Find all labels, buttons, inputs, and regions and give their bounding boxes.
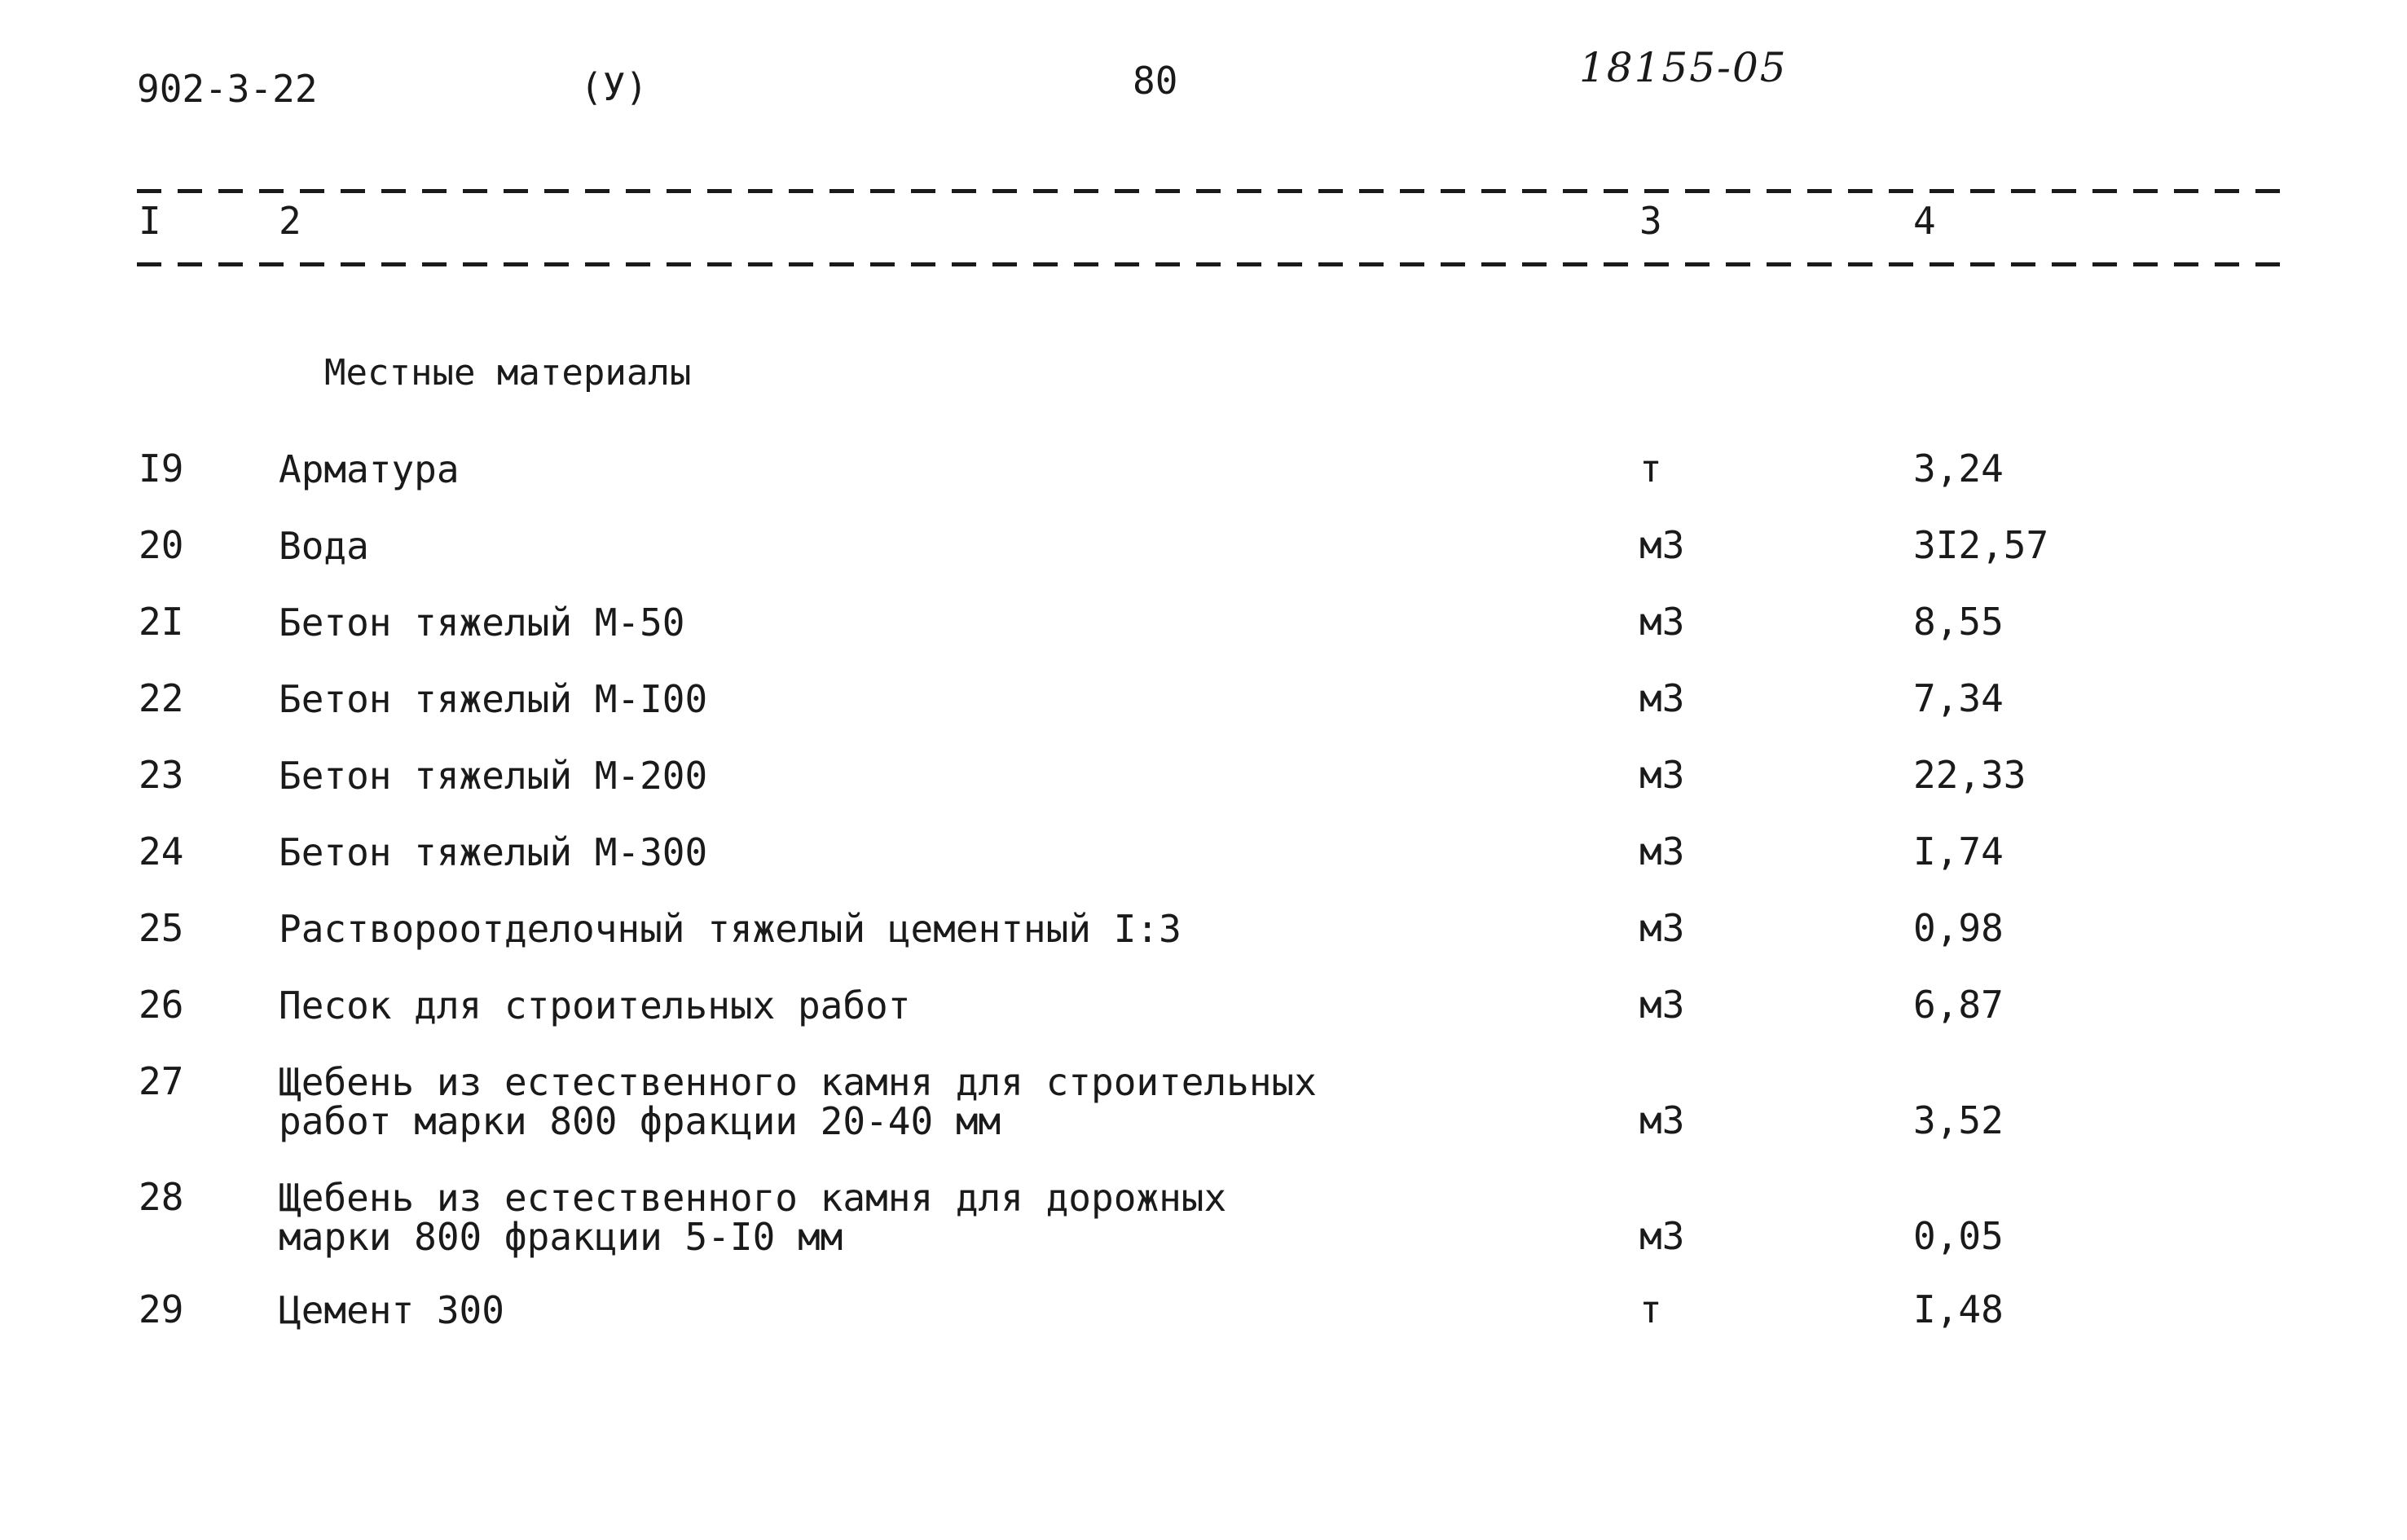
row-name: Щебень из естественного камня для дорожных марки 800 фракции 5-I0 мм: [279, 1176, 1227, 1259]
row-name: Цемент 300: [279, 1288, 504, 1332]
document-variant: (У): [580, 65, 649, 109]
row-quantity: 3I2,57: [1913, 523, 2049, 567]
row-unit: м3: [1639, 829, 1685, 873]
row-quantity: I,74: [1913, 829, 2004, 873]
row-quantity: 0,98: [1913, 906, 2004, 950]
row-number: 26: [139, 983, 184, 1027]
row-name: Щебень из естественного камня для строительных работ марки 800 фракции 20-40 мм: [279, 1060, 1317, 1143]
row-unit: м3: [1639, 983, 1685, 1027]
row-unit: м3: [1639, 600, 1685, 644]
row-number: 23: [139, 753, 184, 797]
row-quantity: 6,87: [1913, 983, 2004, 1027]
row-number: 27: [139, 1059, 184, 1103]
document-code: 902-3-22: [137, 67, 318, 111]
row-unit: т: [1639, 1287, 1662, 1331]
row-quantity: 8,55: [1913, 600, 2004, 644]
row-name: Арматура: [279, 447, 460, 491]
column-header-1: I: [139, 199, 161, 243]
row-quantity: 3,52: [1913, 1098, 2004, 1142]
row-name: Раствороотделочный тяжелый цементный I:3: [279, 907, 1181, 951]
row-unit: м3: [1639, 753, 1685, 797]
row-number: 24: [139, 829, 184, 873]
row-unit: м3: [1639, 1214, 1685, 1258]
row-unit: м3: [1639, 1098, 1685, 1142]
row-name: Бетон тяжелый М-300: [279, 830, 708, 874]
header-bottom-divider: [137, 262, 2290, 266]
row-quantity: 7,34: [1913, 676, 2004, 720]
row-number: 2I: [139, 600, 184, 644]
row-unit: т: [1639, 447, 1662, 491]
row-name: Бетон тяжелый М-I00: [279, 677, 708, 721]
row-number: 29: [139, 1287, 184, 1331]
page-number: 80: [1133, 59, 1178, 103]
row-name: Бетон тяжелый М-50: [279, 601, 685, 645]
row-quantity: 0,05: [1913, 1214, 2004, 1258]
row-unit: м3: [1639, 676, 1685, 720]
column-header-3: 3: [1639, 199, 1662, 243]
section-title: Местные материалы: [324, 352, 692, 394]
row-number: I9: [139, 447, 184, 491]
row-name: Вода: [279, 524, 369, 568]
row-number: 20: [139, 523, 184, 567]
row-quantity: I,48: [1913, 1287, 2004, 1331]
row-name: Песок для строительных работ: [279, 983, 911, 1027]
inventory-number: 18155-05: [1579, 44, 1788, 91]
row-quantity: 22,33: [1913, 753, 2026, 797]
row-name: Бетон тяжелый М-200: [279, 754, 708, 798]
column-header-2: 2: [279, 199, 301, 243]
column-header-4: 4: [1913, 199, 1936, 243]
row-quantity: 3,24: [1913, 447, 2004, 491]
header-top-divider: [137, 189, 2290, 193]
row-unit: м3: [1639, 906, 1685, 950]
row-number: 25: [139, 906, 184, 950]
row-number: 28: [139, 1175, 184, 1219]
row-number: 22: [139, 676, 184, 720]
row-unit: м3: [1639, 523, 1685, 567]
